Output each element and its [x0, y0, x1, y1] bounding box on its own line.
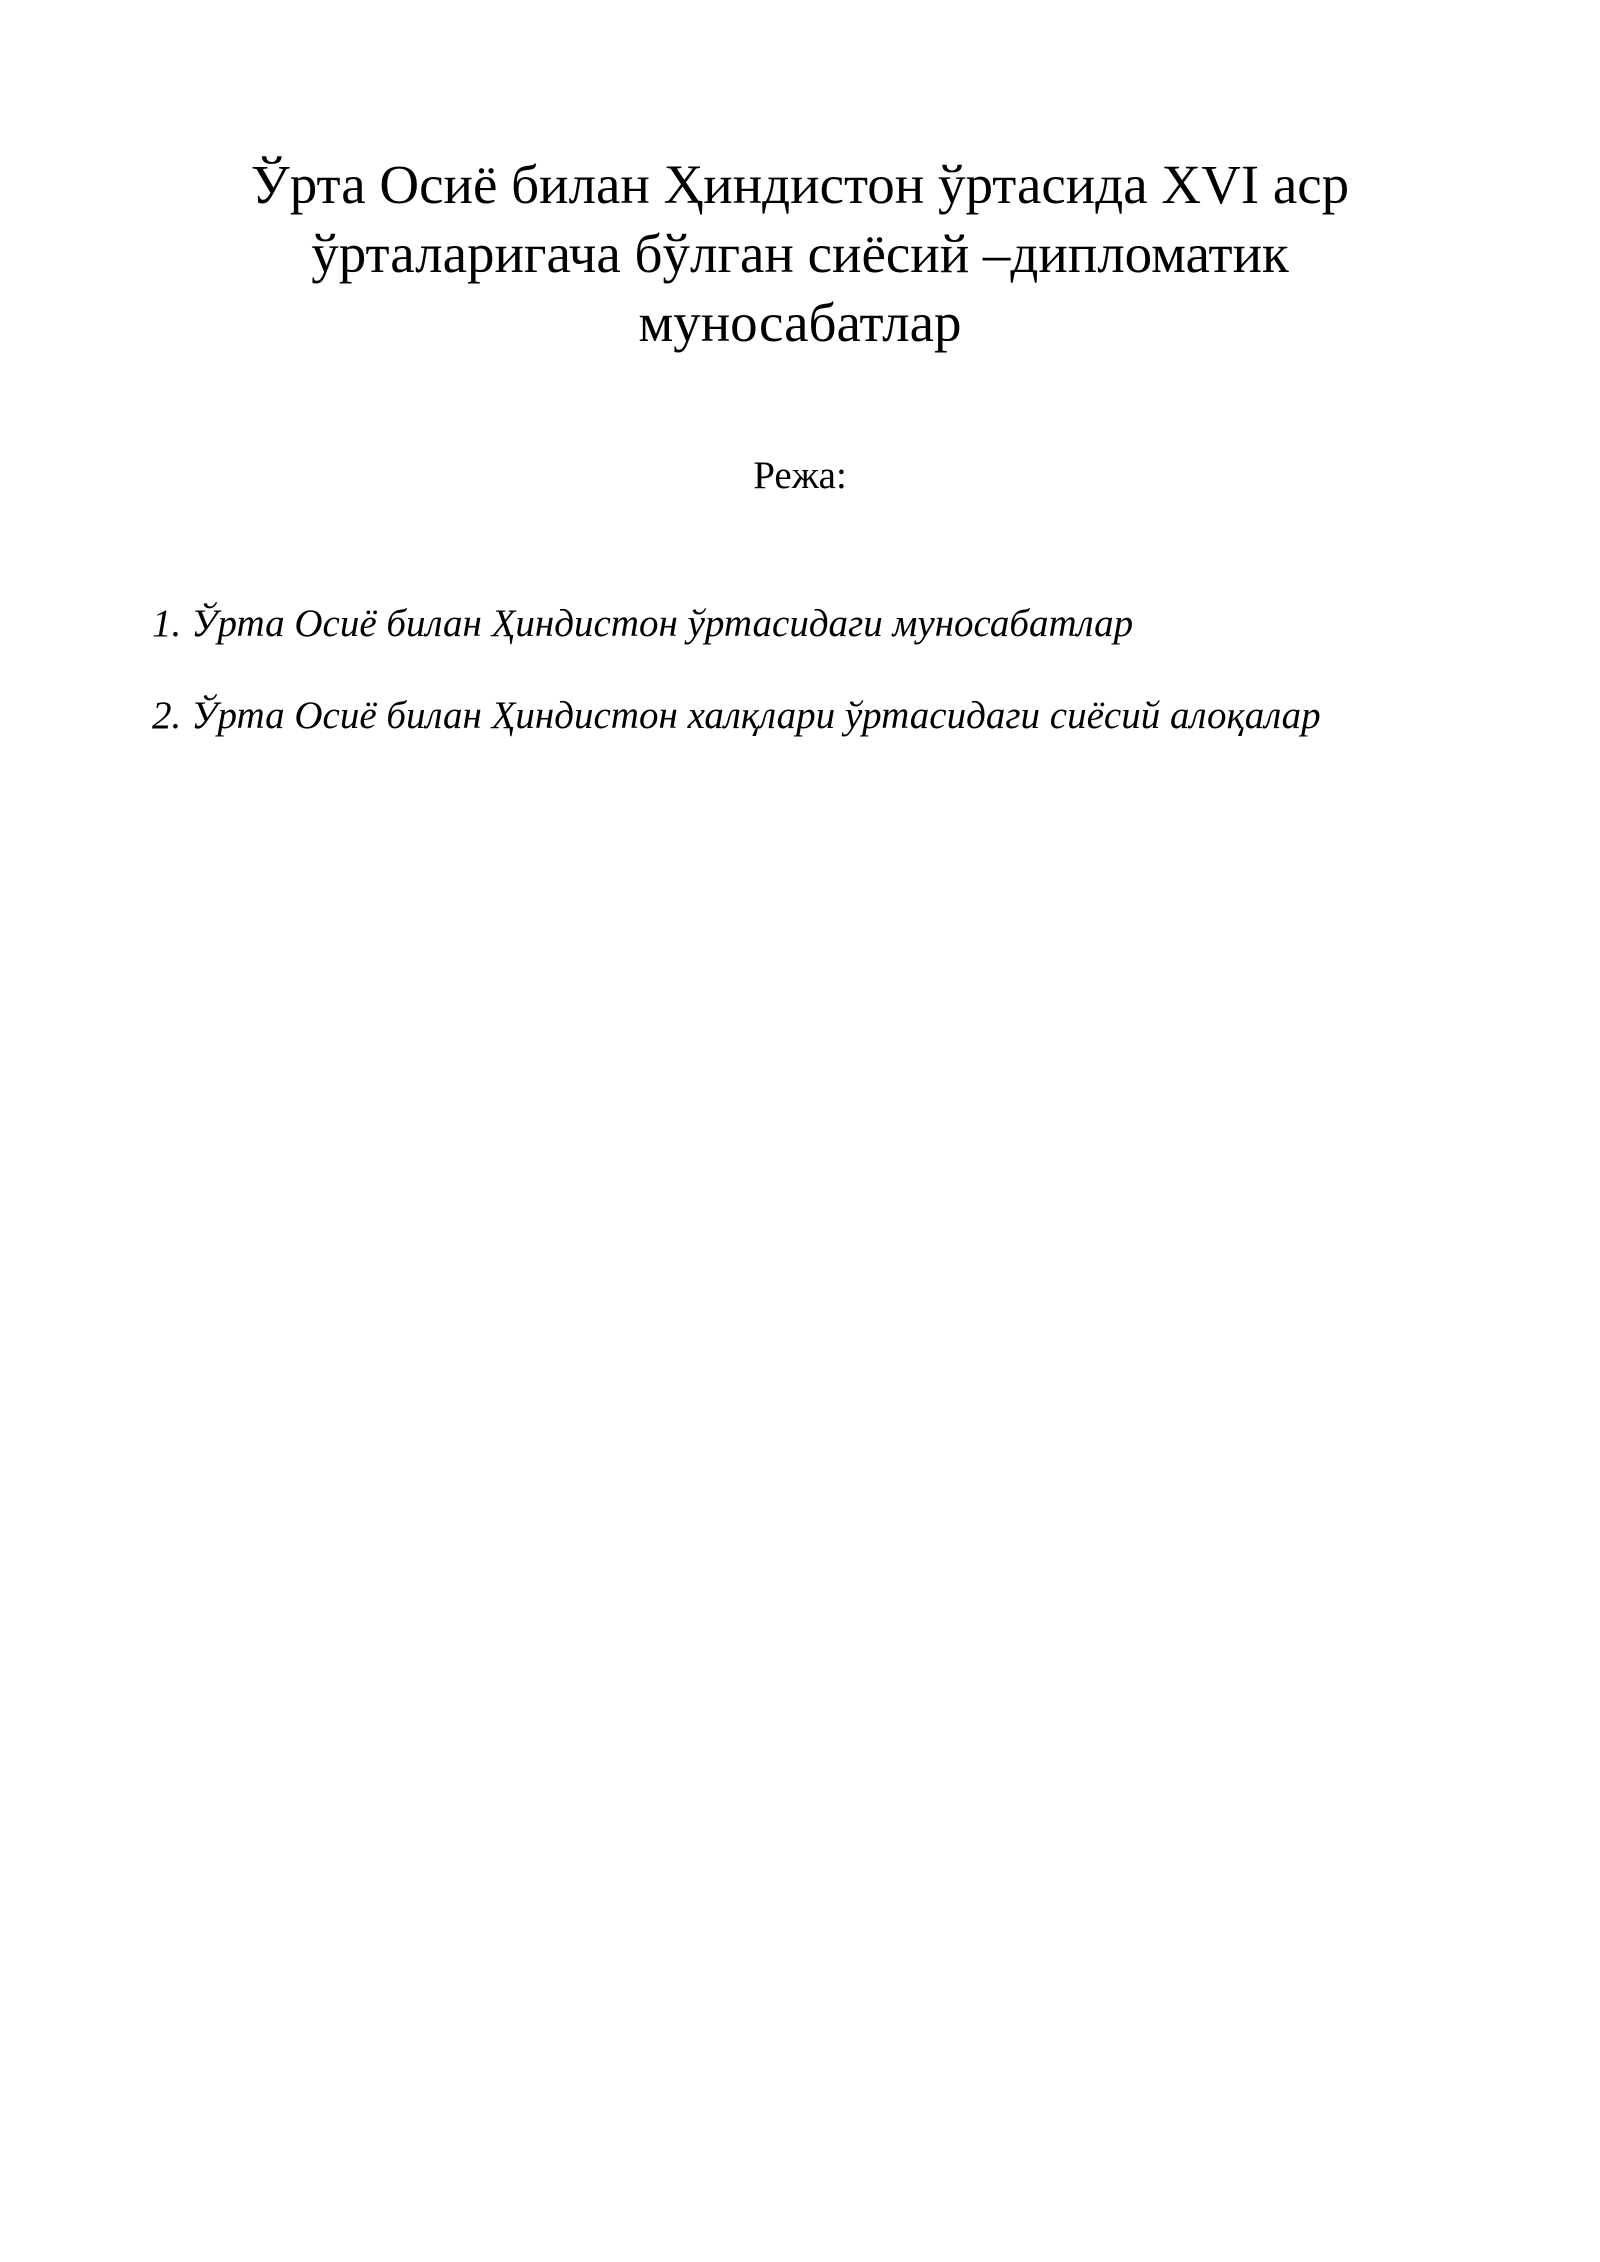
plan-list — [152, 600, 1552, 784]
plan-heading: Режа: — [753, 454, 847, 497]
document-title — [200, 150, 1400, 357]
plan-item-2 — [152, 692, 1552, 740]
title-line-3: муносабатлар — [638, 292, 962, 353]
plan-item-number: 1. — [152, 602, 182, 645]
plan-item-text: Ўрта Осиё билан Ҳиндистон ўртасидаги муносабатлар — [191, 602, 1134, 645]
plan-item-number: 2. — [152, 694, 182, 737]
title-line-1: Ўрта Осиё билан Ҳиндистон ўртасида XVI аср — [250, 154, 1350, 215]
plan-item-1 — [152, 600, 1552, 648]
plan-item-text: Ўрта Осиё билан Ҳиндистон халқлари ўртасидаги сиёсий алоқалар — [191, 694, 1321, 737]
title-line-2: ўрталаригача бўлган сиёсий –дипломатик — [311, 223, 1289, 284]
